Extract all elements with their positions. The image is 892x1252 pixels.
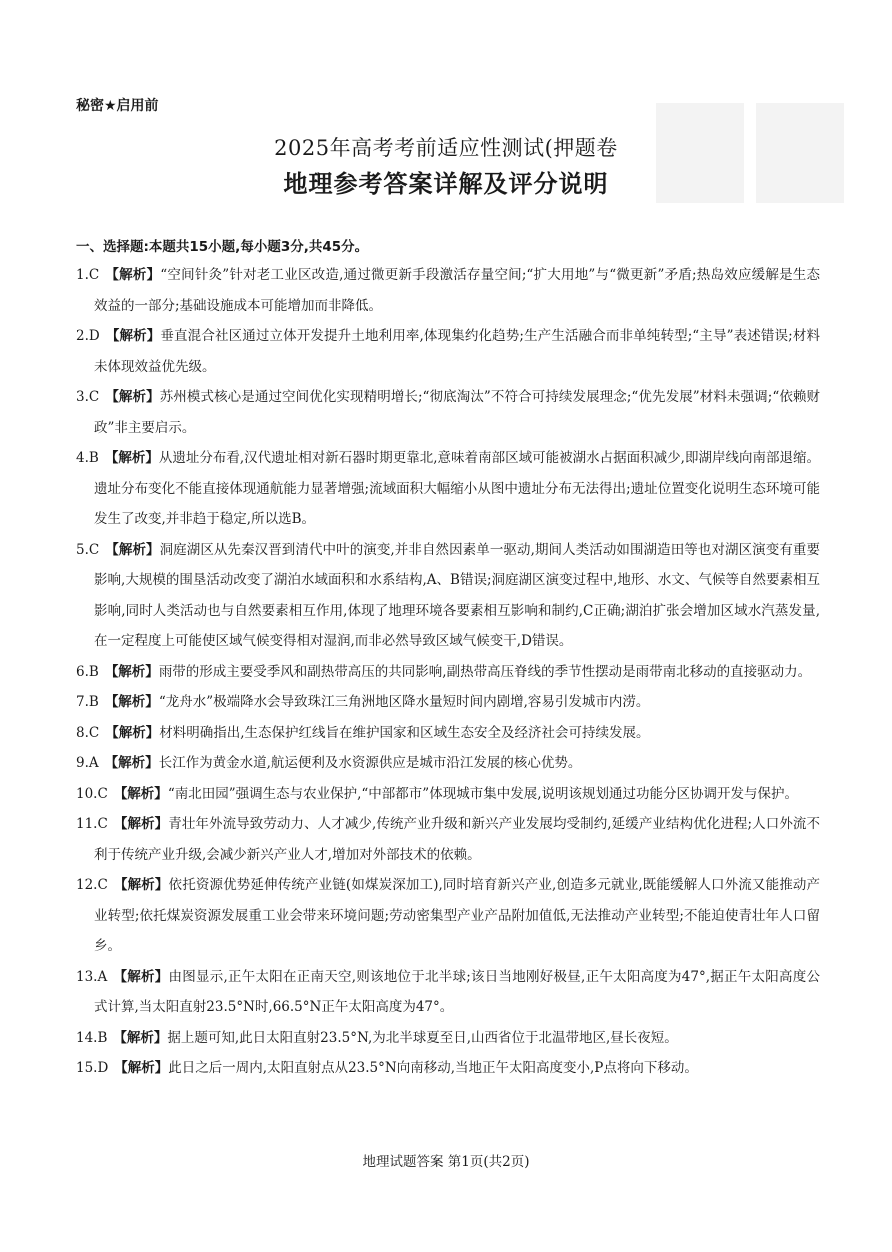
answer-item [76, 260, 820, 321]
answer-item [76, 657, 820, 688]
answer-item [76, 321, 820, 382]
answer-number: 9.A [76, 755, 99, 771]
answer-item [76, 718, 820, 749]
answer-explanation: “南北田园”强调生态与农业保护,“中部都市”体现城市集中发展,说明该规划通过功能分区协调开发与保护。 [167, 785, 799, 802]
answer-number: 5.C [76, 541, 100, 558]
answer-number: 10.C [76, 785, 108, 802]
answer-explanation: 洞庭湖区从先秦汉晋到清代中叶的演变,并非自然因素单一驱动,期间人类活动如围湖造田等也对湖区演变有重要影响,大规模的围垦活动改变了湖泊水域面积和水系结构,A、B错误;洞庭湖区演变过程中,地形、水文、气候等自然要素相互影响,同时人类活动也与自然要素相互作用,体现了地理环境各要素相互影响和制约,C正确;湖泊扩张会增加区域水汽蒸发量,在一定程度上可能使区域气候变得相对湿润,而非必然导致区域气候变干,D错误。 [94, 541, 820, 649]
answer-number: 13.A [76, 968, 108, 985]
analysis-tag: 【解析】 [104, 663, 159, 680]
analysis-tag: 【解析】 [114, 1060, 169, 1076]
analysis-tag: 【解析】 [113, 785, 168, 802]
answer-number: 14.B [76, 1029, 108, 1046]
section-heading: 一、选择题:本题共15小题,每小题3分,共45分。 [76, 239, 369, 255]
answer-number: 3.C [76, 389, 100, 405]
analysis-tag: 【解析】 [105, 389, 160, 405]
answer-number: 15.D [76, 1060, 109, 1076]
answer-item [76, 1023, 820, 1054]
answer-item [76, 1053, 820, 1084]
answer-number: 7.B [76, 694, 99, 710]
analysis-tag: 【解析】 [105, 328, 161, 344]
answer-item [76, 748, 820, 779]
answer-explanation: 此日之后一周内,太阳直射点从23.5°N向南移动,当地正午太阳高度变小,P点将向下移动。 [168, 1060, 698, 1076]
answer-number: 1.C [76, 267, 100, 283]
analysis-tag: 【解析】 [104, 694, 159, 710]
analysis-tag: 【解析】 [105, 267, 161, 283]
answer-number: 8.C [76, 724, 100, 741]
analysis-tag: 【解析】 [113, 968, 169, 985]
analysis-tag: 【解析】 [113, 1029, 168, 1046]
answer-number: 2.D [76, 328, 100, 344]
answer-item [76, 443, 820, 535]
answer-item [76, 687, 820, 718]
answer-explanation: 长江作为黄金水道,航运便利及水资源供应是城市沿江发展的核心优势。 [158, 755, 582, 771]
answer-explanation: 据上题可知,此日太阳直射23.5°N,为北半球夏至日,山西省位于北温带地区,昼长夜短。 [167, 1029, 678, 1046]
answer-explanation: “龙舟水”极端降水会导致珠江三角洲地区降水量短时间内剧增,容易引发城市内涝。 [158, 694, 650, 710]
answer-item [76, 382, 820, 443]
answer-list [76, 260, 820, 1084]
answer-number: 11.C [76, 816, 108, 832]
analysis-tag: 【解析】 [113, 877, 169, 893]
answer-explanation: 从遗址分布看,汉代遗址相对新石器时期更靠北,意味着南部区域可能被湖水占据面积减少,即湖岸线向南部退缩。遗址分布变化不能直接体现通航能力显著增强;流域面积大幅缩小从图中遗址分布无法得出;遗址位置变化说明生态环境可能发生了改变,并非趋于稳定,所以选B。 [94, 450, 821, 527]
analysis-tag: 【解析】 [104, 755, 159, 771]
answer-item [76, 535, 820, 657]
answer-number: 6.B [76, 663, 99, 680]
answer-explanation: “空间针灸”针对老工业区改造,通过微更新手段激活存量空间;“扩大用地”与“微更新”矛盾;热岛效应缓解是生态效益的一部分;基础设施成本可能增加而非降低。 [94, 267, 821, 314]
answer-item [76, 809, 820, 870]
answer-explanation: 青壮年外流导致劳动力、人才减少,传统产业升级和新兴产业发展均受制约,延缓产业结构优化进程;人口外流不利于传统产业升级,会减少新兴产业人才,增加对外部技术的依赖。 [94, 816, 820, 863]
answer-item [76, 870, 820, 962]
answer-item [76, 962, 820, 1023]
document-subtitle: 地理参考答案详解及评分说明 [283, 170, 609, 198]
answer-explanation: 依托资源优势延伸传统产业链(如煤炭深加工),同时培育新兴产业,创造多元就业,既能缓解人口外流又能推动产业转型;依托煤炭资源发展重工业会带来环境问题;劳动密集型产业产品附加值低,无法推动产业转型;不能迫使青壮年人口留乡。 [94, 877, 821, 954]
confidential-label: 秘密★启用前 [76, 98, 159, 114]
answer-explanation: 雨带的形成主要受季风和副热带高压的共同影响,副热带高压脊线的季节性摆动是雨带南北移动的直接驱动力。 [158, 663, 812, 680]
analysis-tag: 【解析】 [104, 450, 159, 466]
answer-number: 4.B [76, 450, 99, 466]
answer-explanation: 苏州模式核心是通过空间优化实现精明增长;“彻底淘汰”不符合可持续发展理念;“优先发展”材料未强调;“依赖财政”非主要启示。 [94, 389, 821, 436]
exam-title: 2025年高考考前适应性测试(押题卷 [274, 136, 618, 160]
answer-number: 12.C [76, 877, 108, 893]
answer-explanation: 由图显示,正午太阳在正南天空,则该地位于北半球;该日当地刚好极昼,正午太阳高度为47°,据正午太阳高度公式计算,当太阳直射23.5°N时,66.5°N正午太阳高度为47°。 [94, 968, 821, 1015]
answer-explanation: 垂直混合社区通过立体开发提升土地利用率,体现集约化趋势;生产生活融合而非单纯转型;“主导”表述错误;材料未体现效益优先级。 [94, 328, 820, 375]
answer-item [76, 779, 820, 810]
analysis-tag: 【解析】 [105, 724, 160, 741]
analysis-tag: 【解析】 [113, 816, 169, 832]
analysis-tag: 【解析】 [105, 541, 160, 558]
page-footer: 地理试题答案 第1页(共2页) [362, 1154, 530, 1170]
answer-explanation: 材料明确指出,生态保护红线旨在维护国家和区域生态安全及经济社会可持续发展。 [159, 724, 650, 741]
